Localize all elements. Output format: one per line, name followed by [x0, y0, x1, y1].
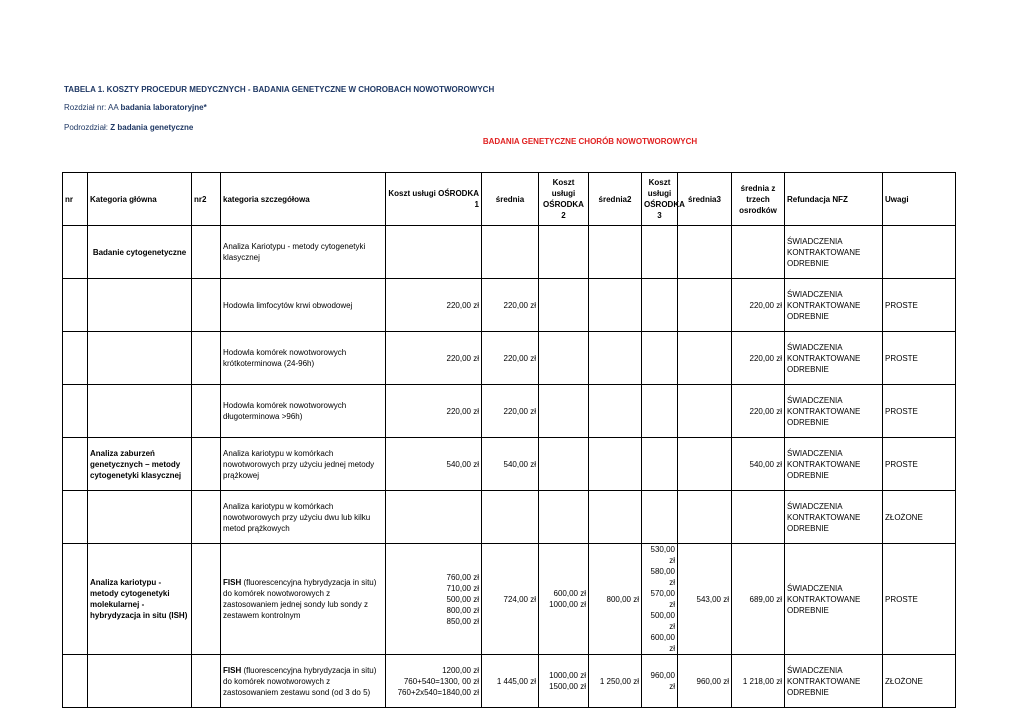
- cell-srednia: 220,00 zł: [482, 332, 539, 385]
- cell-srednia: 724,00 zł: [482, 544, 539, 655]
- col-kategoria: Kategoria główna: [88, 173, 192, 226]
- cell-koszt2: [539, 438, 589, 491]
- cell-nr: [63, 332, 88, 385]
- cell-srednia3: [678, 385, 732, 438]
- col-srednia: średnia: [482, 173, 539, 226]
- cell-srednia2: [589, 385, 642, 438]
- cell-koszt2: [539, 279, 589, 332]
- cell-szczegolowa: [221, 544, 386, 655]
- cell-srednia3: [678, 438, 732, 491]
- cost-line: 760+2x540=1840,00 zł: [397, 687, 479, 697]
- cell-srednia-z: [732, 491, 785, 544]
- cell-kategoria: Badanie cytogenetyczne: [88, 226, 192, 279]
- cell-nr: [63, 438, 88, 491]
- col-uwagi: Uwagi: [883, 173, 956, 226]
- cost-line: 530,00 zł: [650, 545, 675, 565]
- cell-uwagi: [883, 226, 956, 279]
- cell-szczegolowa: Analiza kariotypu w komórkach nowotworowych przy użyciu dwu lub kilku metod prążkowych: [221, 491, 386, 544]
- cell-srednia3: [678, 491, 732, 544]
- cost-line: 500,00 zł: [650, 611, 675, 631]
- cell-kategoria: [88, 655, 192, 708]
- cell-koszt1: [386, 491, 482, 544]
- cell-srednia-z: 1 218,00 zł: [732, 655, 785, 708]
- cell-srednia3: 960,00 zł: [678, 655, 732, 708]
- cell-koszt3: [642, 544, 678, 655]
- cell-szczegolowa: [221, 655, 386, 708]
- table-row: [63, 385, 956, 438]
- cost-line: 1200,00 zł: [442, 665, 479, 675]
- col-koszt2: Koszt usługi OŚRODKA 2: [539, 173, 589, 226]
- subsection-line: [64, 123, 193, 132]
- cell-koszt1: 220,00 zł: [386, 385, 482, 438]
- cell-nr: [63, 491, 88, 544]
- subsection-prefix: Podrozdział:: [64, 123, 111, 132]
- cell-refundacja: ŚWIADCZENIA KONTRAKTOWANE ODREBNIE: [785, 279, 883, 332]
- cell-srednia2: 800,00 zł: [589, 544, 642, 655]
- cell-szczegolowa: Hodowla komórek nowotworowych długoterminowa >96h): [221, 385, 386, 438]
- cell-koszt1: [386, 544, 482, 655]
- col-koszt1: Koszt usługi OŚRODKA 1: [386, 173, 482, 226]
- document-title: TABELA 1. KOSZTY PROCEDUR MEDYCZNYCH - BADANIA GENETYCZNE W CHOROBACH NOWOTWOROWYCH: [64, 85, 495, 94]
- cell-srednia: 1 445,00 zł: [482, 655, 539, 708]
- cell-uwagi: PROSTE: [883, 544, 956, 655]
- cell-kategoria: Analiza kariotypu - metody cytogenetyki molekularnej - hybrydyzacja in situ (ISH): [88, 544, 192, 655]
- cell-kategoria: [88, 385, 192, 438]
- cell-srednia-z: 540,00 zł: [732, 438, 785, 491]
- cell-koszt2: [539, 655, 589, 708]
- cell-uwagi: PROSTE: [883, 279, 956, 332]
- cost-line: 850,00 zł: [446, 616, 479, 626]
- cell-koszt2: [539, 385, 589, 438]
- cost-line: 800,00 zł: [446, 605, 479, 615]
- cell-refundacja: ŚWIADCZENIA KONTRAKTOWANE ODREBNIE: [785, 438, 883, 491]
- cost-line: 570,00 zł: [650, 589, 675, 609]
- cell-srednia: 220,00 zł: [482, 385, 539, 438]
- cell-nr: [63, 279, 88, 332]
- cost-line: 1000,00 zł: [549, 671, 586, 680]
- cell-koszt1: [386, 655, 482, 708]
- cell-uwagi: ZŁOŻONE: [883, 655, 956, 708]
- section-name: badania laboratoryjne*: [120, 103, 207, 112]
- cell-koszt1: [386, 226, 482, 279]
- cell-koszt1: 220,00 zł: [386, 279, 482, 332]
- cell-srednia-z: [732, 226, 785, 279]
- cell-nr: [63, 655, 88, 708]
- cell-srednia2: [589, 226, 642, 279]
- cell-srednia2: [589, 491, 642, 544]
- cost-line: 500,00 zł: [446, 594, 479, 604]
- cell-srednia2: [589, 438, 642, 491]
- cell-szczegolowa: Analiza kariotypu w komórkach nowotworowych przy użyciu jednej metody prążkowej: [221, 438, 386, 491]
- cell-koszt1: 540,00 zł: [386, 438, 482, 491]
- fish-description: (fluorescencyjna hybrydyzacja in situ) do komórek nowotworowych z zastosowaniem jednej sondy lub sondy z zestawem kontrolnym: [223, 578, 377, 620]
- section-line: [64, 103, 207, 112]
- cell-szczegolowa: Analiza Kariotypu - metody cytogenetyki klasycznej: [221, 226, 386, 279]
- cell-nr2: [192, 438, 221, 491]
- table-row: [63, 332, 956, 385]
- fish-label: FISH: [223, 665, 242, 675]
- table-row: [63, 655, 956, 708]
- cell-kategoria: [88, 279, 192, 332]
- cost-line: 1000,00 zł: [549, 600, 586, 609]
- cost-line: 760+540=1300, 00 zł: [403, 676, 479, 686]
- cell-koszt3: [642, 438, 678, 491]
- cell-srednia-z: 689,00 zł: [732, 544, 785, 655]
- col-koszt3: Koszt usługi OŚRODKA 3: [642, 173, 678, 226]
- cell-koszt3: [642, 332, 678, 385]
- cell-koszt2: [539, 332, 589, 385]
- cell-srednia: 540,00 zł: [482, 438, 539, 491]
- cell-koszt3: [642, 279, 678, 332]
- cell-koszt3: [642, 491, 678, 544]
- cell-nr2: [192, 385, 221, 438]
- cell-nr2: [192, 655, 221, 708]
- cell-koszt2: [539, 226, 589, 279]
- cell-koszt3: [642, 226, 678, 279]
- cell-nr2: [192, 491, 221, 544]
- cell-srednia2: [589, 332, 642, 385]
- col-srednia-z: średnia z trzech osrodków: [732, 173, 785, 226]
- cell-kategoria: Analiza zaburzeń genetycznych – metody cytogenetyki klasycznej: [88, 438, 192, 491]
- costs-table: [62, 172, 956, 708]
- cell-uwagi: PROSTE: [883, 332, 956, 385]
- cell-nr2: [192, 544, 221, 655]
- cell-nr: [63, 385, 88, 438]
- cell-srednia-z: 220,00 zł: [732, 279, 785, 332]
- col-srednia3: średnia3: [678, 173, 732, 226]
- table-row: [63, 438, 956, 491]
- cell-refundacja: ŚWIADCZENIA KONTRAKTOWANE ODREBNIE: [785, 544, 883, 655]
- col-srednia2: średnia2: [589, 173, 642, 226]
- cell-srednia2: [589, 279, 642, 332]
- cell-srednia: [482, 491, 539, 544]
- cell-nr2: [192, 279, 221, 332]
- table-row: [63, 279, 956, 332]
- fish-description: (fluorescencyjna hybrydyzacja in situ) do komórek nowotworowych z zastosowaniem zestawu sond (od 3 do 5): [223, 665, 377, 697]
- cell-refundacja: ŚWIADCZENIA KONTRAKTOWANE ODREBNIE: [785, 385, 883, 438]
- table-row: [63, 491, 956, 544]
- cell-srednia-z: 220,00 zł: [732, 332, 785, 385]
- cost-line: 600,00 zł: [553, 589, 586, 598]
- cell-kategoria: [88, 332, 192, 385]
- cell-srednia3: [678, 279, 732, 332]
- col-refundacja: Refundacja NFZ: [785, 173, 883, 226]
- cell-koszt1: 220,00 zł: [386, 332, 482, 385]
- col-nr: nr: [63, 173, 88, 226]
- cell-srednia: [482, 226, 539, 279]
- cell-srednia3: [678, 226, 732, 279]
- cell-srednia3: 543,00 zł: [678, 544, 732, 655]
- table-row: [63, 226, 956, 279]
- header-row: [63, 173, 956, 226]
- table-caption: BADANIA GENETYCZNE CHORÓB NOWOTWOROWYCH: [482, 137, 698, 146]
- cell-refundacja: ŚWIADCZENIA KONTRAKTOWANE ODREBNIE: [785, 226, 883, 279]
- cell-uwagi: PROSTE: [883, 438, 956, 491]
- cell-koszt3: 960,00 zł: [642, 655, 678, 708]
- cell-refundacja: ŚWIADCZENIA KONTRAKTOWANE ODREBNIE: [785, 655, 883, 708]
- cell-refundacja: ŚWIADCZENIA KONTRAKTOWANE ODREBNIE: [785, 332, 883, 385]
- cell-nr2: [192, 332, 221, 385]
- cell-nr2: [192, 226, 221, 279]
- section-prefix: Rozdział nr: AA: [64, 103, 121, 112]
- cell-szczegolowa: Hodowla limfocytów krwi obwodowej: [221, 279, 386, 332]
- cell-srednia: 220,00 zł: [482, 279, 539, 332]
- col-szczegolowa: kategoria szczegółowa: [221, 173, 386, 226]
- cell-szczegolowa: Hodowla komórek nowotworowych krótkoterminowa (24-96h): [221, 332, 386, 385]
- col-nr2: nr2: [192, 173, 221, 226]
- cell-kategoria: [88, 491, 192, 544]
- cell-srednia3: [678, 332, 732, 385]
- cell-uwagi: PROSTE: [883, 385, 956, 438]
- cell-refundacja: ŚWIADCZENIA KONTRAKTOWANE ODREBNIE: [785, 491, 883, 544]
- cost-line: 710,00 zł: [446, 583, 479, 593]
- cost-line: 580,00 zł: [650, 567, 675, 587]
- cell-srednia-z: 220,00 zł: [732, 385, 785, 438]
- cell-srednia2: 1 250,00 zł: [589, 655, 642, 708]
- cell-koszt3: [642, 385, 678, 438]
- cost-line: 1500,00 zł: [549, 682, 586, 691]
- fish-label: FISH: [223, 578, 242, 587]
- cell-koszt2: [539, 544, 589, 655]
- cell-nr: [63, 544, 88, 655]
- cell-koszt2: [539, 491, 589, 544]
- cost-line: 600,00 zł: [650, 633, 675, 653]
- subsection-name: Z badania genetyczne: [110, 123, 194, 132]
- table-row: [63, 544, 956, 655]
- cell-nr: [63, 226, 88, 279]
- cost-line: 760,00 zł: [446, 572, 479, 582]
- cell-uwagi: ZŁOŻONE: [883, 491, 956, 544]
